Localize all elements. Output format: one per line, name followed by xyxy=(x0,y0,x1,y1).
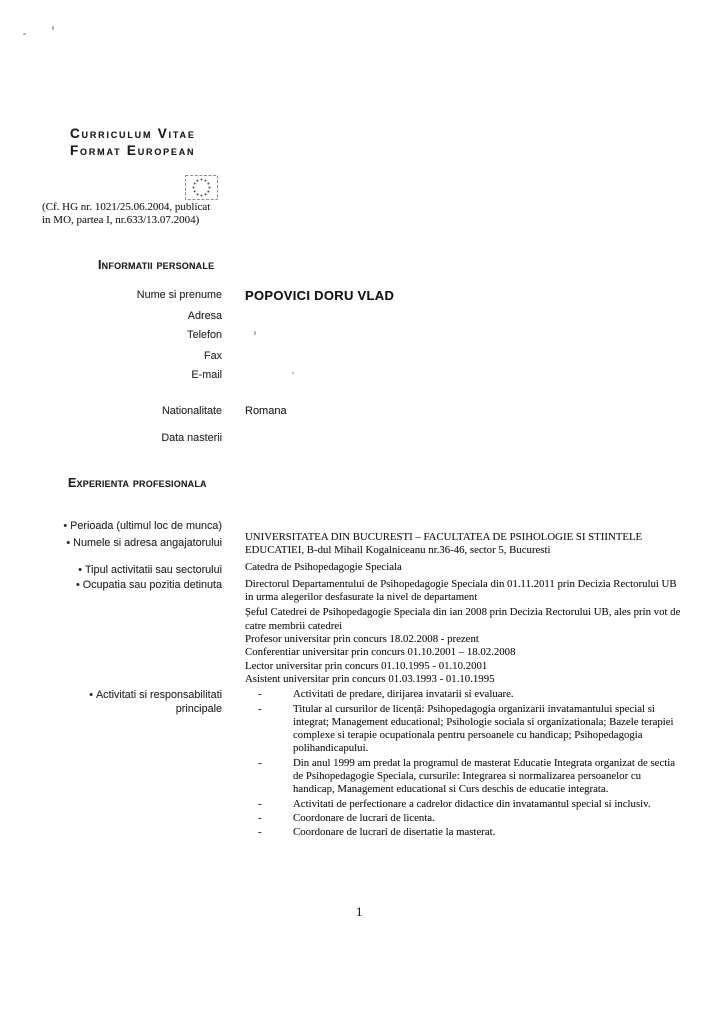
section-heading-informatii-personale: Informatii personale xyxy=(98,258,215,272)
label-data-nasterii: Data nasterii xyxy=(161,432,222,444)
label-perioada: • Perioada (ultimul loc de munca) xyxy=(0,520,222,534)
legal-note-line-1: (Cf. HG nr. 1021/25.06.2004, publicat xyxy=(42,201,211,213)
dash-bullet-icon xyxy=(258,798,262,811)
legal-note xyxy=(42,201,252,227)
eu-flag-icon xyxy=(185,175,218,200)
position-paragraph: Asistent universitar prin concurs 01.03.1993 - 01.10.1995 xyxy=(245,672,495,685)
label-fax: Fax xyxy=(204,350,222,362)
legal-note-line-2: in MO, partea I, nr.633/13.07.2004) xyxy=(42,214,200,227)
experience-details xyxy=(245,531,681,841)
label-nume-si-prenume: Nume si prenume xyxy=(136,289,222,301)
sector-text: Catedra de Psihopedagogie Speciala xyxy=(245,560,402,573)
position-paragraph: Conferentiar universitar prin concurs 01.10.2001 – 18.02.2008 xyxy=(245,646,516,659)
scan-artifact xyxy=(23,33,26,35)
position-paragraph: Profesor universitar prin concurs 18.02.2008 - prezent xyxy=(245,633,479,646)
label-tipul-activitatii: • Tipul activitatii sau sectorului xyxy=(0,564,222,578)
dash-bullet-icon xyxy=(258,826,262,839)
list-item: - Titular al cursurilor de licență: Psihopedagogia organizarii invatamantului special si integrat; Management educational; Psihologie sociala si organizationala; Bazele terapiei complexe si terapie ocupationala pentru persoanele cu handicap; Psihopedagogia polihandicapului. xyxy=(245,703,681,756)
responsibilities-list xyxy=(245,688,681,839)
title-line-1: Curriculum Vitae xyxy=(70,126,196,141)
list-item: - Activitati de perfectionare a cadrelor didactice din invatamantul special si inclusiv. xyxy=(245,798,681,811)
dash-bullet-icon xyxy=(258,757,262,770)
dash-bullet-icon xyxy=(258,703,262,716)
bullet-icon xyxy=(76,579,83,591)
label-numele-si-adresa-angajatorului: • Numele si adresa angajatorului xyxy=(0,537,222,551)
label-adresa: Adresa xyxy=(187,310,222,322)
position-paragraph: Șeful Catedrei de Psihopedagogie Speciala din ian 2008 prin Decizia Rectorului UB, ales prin vot de catre membrii catedrei xyxy=(245,606,681,632)
label-telefon: Telefon xyxy=(187,329,222,341)
scan-artifact xyxy=(52,26,54,30)
scan-artifact xyxy=(292,372,294,374)
label-nationalitate: Nationalitate xyxy=(161,405,222,417)
employer-text: UNIVERSITATEA DIN BUCURESTI – FACULTATEA DE PSIHOLOGIE SI STIINTELE EDUCATIEI, B-dul Mihail Kogalniceanu nr.36-46, sector 5, Bucuresti xyxy=(245,531,643,557)
document-title xyxy=(70,126,196,159)
bullet-icon xyxy=(78,564,85,576)
page-number: 1 xyxy=(356,904,363,919)
position-paragraph: Lector universitar prin concurs 01.10.1995 - 01.10.2001 xyxy=(245,659,488,672)
position-paragraph: Directorul Departamentului de Psihopedagogie Speciala din 01.11.2011 prin Decizia Rectorului UB in urma alegerilor desfasurate la nivel de departament xyxy=(245,577,677,604)
dash-bullet-icon xyxy=(258,812,262,825)
bullet-icon xyxy=(89,689,96,701)
title-line-2: Format European xyxy=(70,142,196,158)
list-item: - Din anul 1999 am predat la programul de masterat Educatie Integrata organizat de sectia de Psihopedagogie Speciala, cursurile: Integrarea si normalizarea persoanelor cu handicap, Management educational si Curs deschis de educatie integrata. xyxy=(245,757,681,797)
list-item: - Activitati de predare, dirijarea invatarii si evaluare. xyxy=(245,688,681,701)
label-activitati-si-responsabilitati: • Activitati si responsabilitati principale xyxy=(54,689,222,716)
value-nume-si-prenume: POPOVICI DORU VLAD xyxy=(245,288,395,303)
label-email: E-mail xyxy=(191,369,222,381)
dash-bullet-icon xyxy=(258,688,262,701)
value-nationalitate: Romana xyxy=(245,405,287,417)
section-heading-experienta-profesionala: Experienta profesionala xyxy=(68,476,207,490)
list-item: - Coordonare de lucrari de licenta. xyxy=(245,812,681,825)
label-ocupatia-sau-pozitia: • Ocupatia sau pozitia detinuta xyxy=(0,579,222,593)
scan-artifact xyxy=(254,331,256,335)
list-item: - Coordonare de lucrari de disertatie la masterat. xyxy=(245,826,681,839)
